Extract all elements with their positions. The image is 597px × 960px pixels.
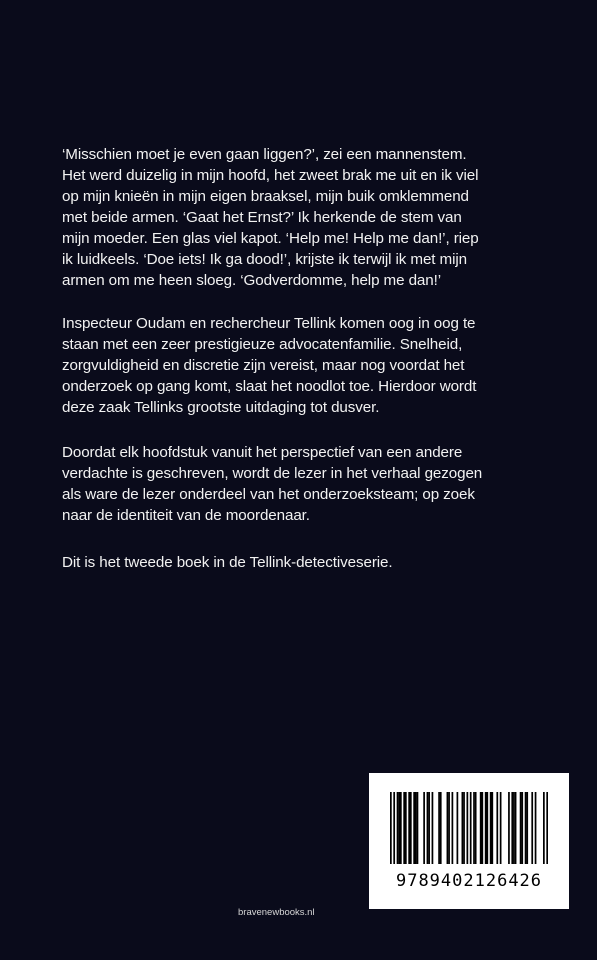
barcode-bar [413,792,415,864]
barcode-bar [520,792,522,864]
barcode-bar [511,792,513,864]
barcode-bar [513,792,515,864]
barcode-bar [496,792,498,864]
barcode-bar [535,792,537,864]
barcode-bar [531,792,533,864]
barcode-bar [427,792,429,864]
barcode-bar [410,792,412,864]
barcode-bar [400,792,402,864]
barcode-bar [448,792,450,864]
barcode-bar [546,792,548,864]
barcode-bar [452,792,454,864]
blurb-paragraph-summary: Inspecteur Oudam en rechercheur Tellink komen oog in oog te staan met een zeer prestigieuze advocatenfamilie. Snelheid, zorgvuldigheid en discretie zijn vereist, maar nog voordat het onderzoek op gang komt, slaat het noodlot toe. Hierdoor wordt deze zaak Tellinks grootste uitdaging tot dusver. [62,315,477,416]
barcode-bar [393,792,395,864]
blurb-paragraph-excerpt: ‘Misschien moet je even gaan liggen?’, zei een mannenstem. Het werd duizelig in mijn hoofd, het zweet brak me uit en ik viel op mijn knieën in mijn eigen braaksel, mijn buik omklemmend met beide armen. ‘Gaat het Ernst?’ Ik herkende de stem van mijn moeder. Een glas viel kapot. ‘Help me! Help me dan!’, riep ik luidkeels. ‘Doe iets! Ik ga dood!’, krijste ik terwijl ik met mijn armen om me heen sloeg. ‘Godverdomme, help me dan!’ [62,146,479,289]
barcode-bar [467,792,469,864]
blurb-text [62,144,562,595]
barcode-bar [428,792,430,864]
barcode-bar [486,792,488,864]
barcode-bar [403,792,405,864]
barcode-bar [417,792,419,864]
barcode-bar [515,792,517,864]
barcode-bar [408,792,410,864]
barcode-bar [398,792,400,864]
barcode-bar [440,792,442,864]
blurb-paragraph-series: Dit is het tweede boek in de Tellink-detectiveserie. [62,554,393,571]
barcode-bar [405,792,407,864]
barcode-bar [526,792,528,864]
barcode-bar [475,792,477,864]
barcode-bar [485,792,487,864]
barcode-bar [397,792,399,864]
barcode-bar [463,792,465,864]
barcode-bar [462,792,464,864]
barcode-bar [491,792,493,864]
barcode-graphic [390,792,548,864]
blurb-paragraph-perspective: Doordat elk hoofdstuk vanuit het perspectief van een andere verdachte is geschreven, wordt de lezer in het verhaal gezogen als ware de lezer onderdeel van het onderzoeksteam; op zoek naar de identiteit van de moordenaar. [62,444,483,524]
barcode-bar [500,792,502,864]
barcode-bar [543,792,545,864]
barcode-bar [457,792,459,864]
barcode-bar [432,792,434,864]
barcode-bar [415,792,417,864]
barcode-bar [490,792,492,864]
isbn-number: 9789402126426 [395,871,543,891]
barcode-bar [481,792,483,864]
barcode-bar [521,792,523,864]
publisher-url: bravenewbooks.nl [238,907,315,918]
barcode-bar [473,792,475,864]
barcode-bar [447,792,449,864]
barcode-bar [525,792,527,864]
barcode-bar [390,792,392,864]
barcode-bar [438,792,440,864]
barcode-bar [470,792,472,864]
barcode-bar [508,792,510,864]
barcode-panel [369,773,569,909]
barcode-bar [480,792,482,864]
barcode-bar [423,792,425,864]
